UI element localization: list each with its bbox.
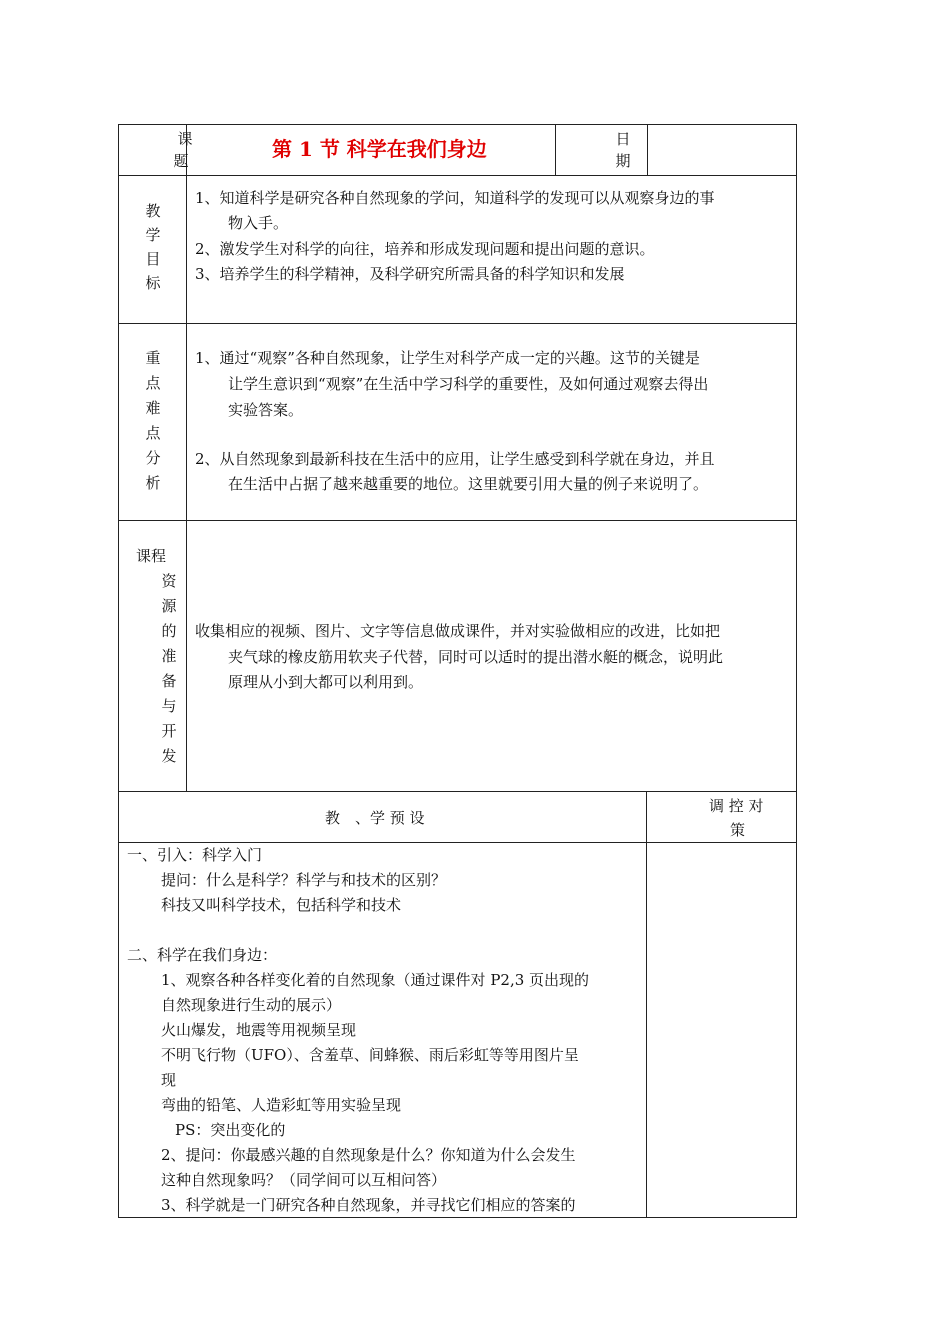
keypoints-line-2: 让学生意识到“观察”在生活中学习科学的重要性，及如何通过观察去得出: [228, 375, 709, 393]
keypoints-label: 重 点 难 点 分 析: [145, 349, 161, 492]
resources-label: 课程 资 源 的 准 备 与 开 发: [136, 547, 177, 765]
plan-line-4: 二、科学在我们身边：: [127, 946, 278, 964]
plan-line-11: PS：突出变化的: [175, 1121, 286, 1139]
header-label: 课 题: [173, 130, 193, 170]
keypoints-line-3: 实验答案。: [228, 401, 304, 419]
goals-line-1: 1、知道科学是研究各种自然现象的学问，知道科学的发现可以从观察身边的事: [195, 189, 715, 207]
plan-line-6: 自然现象进行生动的展示）: [161, 996, 342, 1014]
header-date-value-cell: [647, 124, 797, 176]
keypoints-line-4: 2、从自然现象到最新科技在生活中的应用，让学生感受到科学就在身边，并且: [195, 450, 715, 468]
lesson-title: 第 1 节 科学在我们身边: [272, 137, 487, 161]
plan-line-14: 3、科学就是一门研究各种自然现象，并寻找它们相应的答案的: [161, 1196, 576, 1214]
resources-line-1: 收集相应的视频、图片、文字等信息做成课件，并对实验做相应的改进，比如把: [195, 622, 721, 640]
plan-header-title: 教 、学 预 设: [325, 809, 425, 827]
plan-line-7: 火山爆发，地震等用视频呈现: [161, 1021, 357, 1039]
plan-body-right-cell: [646, 842, 797, 1218]
plan-line-3: 科技又叫科学技术，包括科学和技术: [161, 896, 402, 914]
resources-line-2: 夹气球的橡皮筋用软夹子代替，同时可以适时的提出潜水艇的概念，说明此: [228, 648, 724, 666]
plan-line-10: 弯曲的铅笔、人造彩虹等用实验呈现: [161, 1096, 402, 1114]
plan-line-13: 这种自然现象吗？（同学间可以互相问答）: [161, 1171, 447, 1189]
plan-header-strategy-line1: 调 控 对: [709, 797, 764, 815]
plan-line-9: 现: [161, 1071, 177, 1089]
plan-line-12: 2、提问：你最感兴趣的自然现象是什么？你知道为什么会发生: [161, 1146, 576, 1164]
goals-line-3: 2、激发学生对科学的向往，培养和形成发现问题和提出问题的意识。: [195, 240, 655, 258]
plan-line-1: 一、引入：科学入门: [127, 846, 263, 864]
plan-line-5: 1、观察各种各样变化着的自然现象（通过课件对 P2,3 页出现的: [161, 971, 590, 989]
plan-line-2: 提问：什么是科学？科学与和技术的区别？: [161, 871, 447, 889]
goals-line-2: 物入手。: [228, 214, 289, 232]
header-date-label: 日 期: [615, 130, 631, 170]
plan-line-8: 不明飞行物（UFO）、含羞草、间蜂猴、雨后彩虹等等用图片呈: [161, 1046, 579, 1064]
plan-header-strategy-line2: 策: [730, 821, 746, 839]
keypoints-line-5: 在生活中占据了越来越重要的地位。这里就要引用大量的例子来说明了。: [228, 475, 709, 493]
goals-line-4: 3、培养学生的科学精神，及科学研究所需具备的科学知识和发展: [195, 265, 625, 283]
goals-label: 教 学 目 标: [145, 202, 161, 292]
resources-line-3: 原理从小到大都可以利用到。: [228, 673, 424, 691]
keypoints-line-1: 1、通过“观察”各种自然现象，让学生对科学产成一定的兴趣。这节的关键是: [195, 349, 700, 367]
